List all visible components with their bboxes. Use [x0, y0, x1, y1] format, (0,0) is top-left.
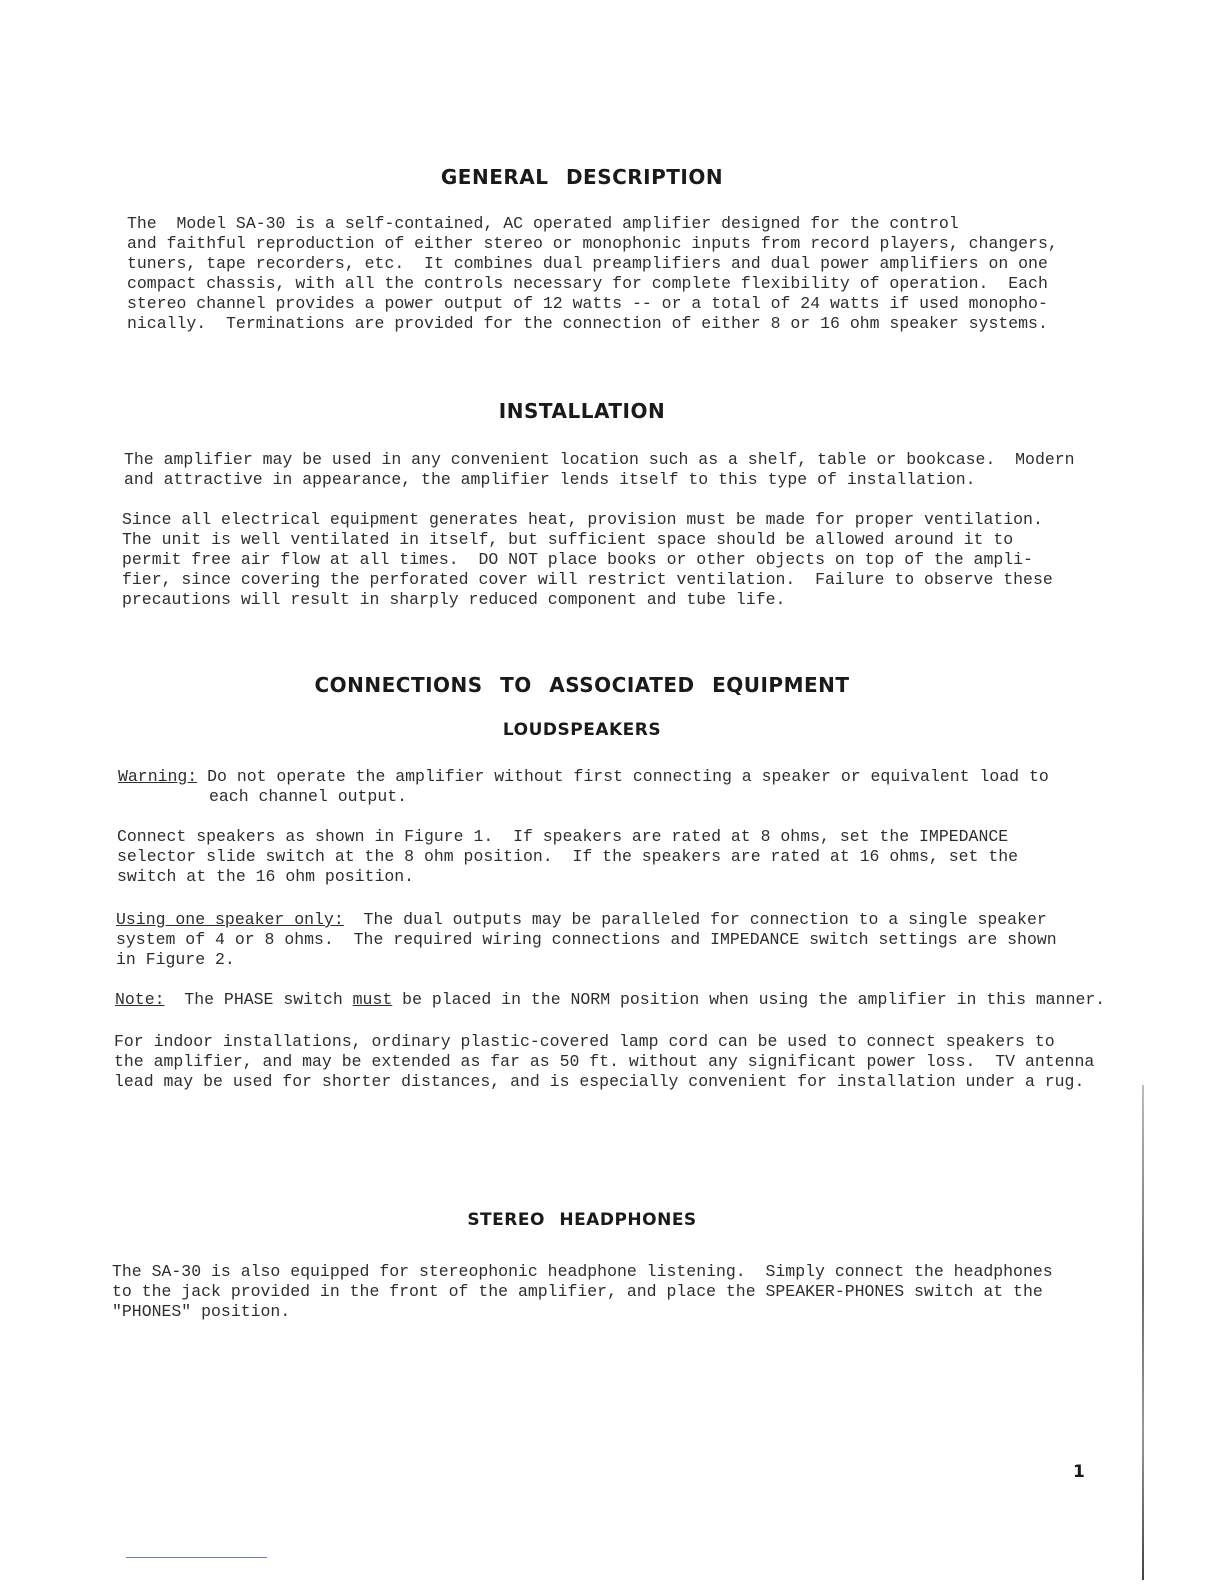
footer-rule [126, 1557, 267, 1558]
text-line: and faithful reproduction of either stereo or monophonic inputs from record players, changers, [127, 234, 1058, 253]
text-line: switch at the 16 ohm position. [117, 867, 415, 886]
heading-connections: CONNECTIONS TO ASSOCIATED EQUIPMENT [314, 673, 850, 697]
note-text-a: The PHASE switch [164, 990, 353, 1009]
paragraph-indoor-installations [114, 1032, 1094, 1092]
paragraph-warning [118, 767, 1049, 807]
warning-label: Warning: [118, 767, 198, 786]
text-line [115, 990, 1105, 1010]
text-line: selector slide switch at the 8 ohm position. If the speakers are rated at 16 ohms, set the [117, 847, 1019, 866]
text-line: system of 4 or 8 ohms. The required wiring connections and IMPEDANCE switch settings are shown [116, 930, 1057, 949]
paragraph-installation-location [124, 450, 1075, 490]
heading-installation: INSTALLATION [498, 399, 666, 423]
text-line: Since all electrical equipment generates heat, provision must be made for proper ventilation. [122, 510, 1043, 529]
text-line: The unit is well ventilated in itself, but sufficient space should be allowed around it to [122, 530, 1014, 549]
paragraph-headphones [112, 1262, 1053, 1322]
text-line: "PHONES" position. [112, 1302, 291, 1321]
text-line: The amplifier may be used in any convenient location such as a shelf, table or bookcase. Modern [124, 450, 1075, 469]
page-edge-shadow [1142, 1085, 1144, 1580]
text-line: tuners, tape recorders, etc. It combines dual preamplifiers and dual power amplifiers on one [127, 254, 1048, 273]
heading-general-description: GENERAL DESCRIPTION [440, 165, 724, 189]
heading-stereo-headphones: STEREO HEADPHONES [467, 1210, 697, 1230]
paragraph-general-description [127, 214, 1058, 334]
paragraph-note [115, 990, 1105, 1010]
text-line: The SA-30 is also equipped for stereophonic headphone listening. Simply connect the headphones [112, 1262, 1053, 1281]
text-line: in Figure 2. [116, 950, 235, 969]
text-line: Connect speakers as shown in Figure 1. If speakers are rated at 8 ohms, set the IMPEDANCE [117, 827, 1009, 846]
text-line: compact chassis, with all the controls necessary for complete flexibility of operation. Each [127, 274, 1048, 293]
text-line: and attractive in appearance, the amplifier lends itself to this type of installation. [124, 470, 976, 489]
text-line: the amplifier, and may be extended as far as 50 ft. without any significant power loss. TV antenna [114, 1052, 1095, 1071]
note-label: Note: [115, 990, 165, 1009]
paragraph-installation-ventilation [122, 510, 1053, 610]
paragraph-using-one-speaker [116, 910, 1057, 970]
text-line: permit free air flow at all times. DO NOT place books or other objects on top of the ampli- [122, 550, 1033, 569]
text-line: precautions will result in sharply reduced component and tube life. [122, 590, 786, 609]
text-line [116, 910, 1057, 930]
page-number: 1 [1073, 1462, 1085, 1482]
text-line: The Model SA-30 is a self-contained, AC operated amplifier designed for the control [127, 214, 959, 233]
text-line: lead may be used for shorter distances, and is especially convenient for installation under a rug. [114, 1072, 1085, 1091]
using-one-speaker-label: Using one speaker only: [116, 910, 344, 929]
text-line [118, 767, 1049, 787]
using-one-speaker-text: The dual outputs may be paralleled for connection to a single speaker [343, 910, 1047, 929]
note-emphasis-must: must [352, 990, 393, 1009]
text-line: each channel output. [209, 787, 408, 806]
warning-text: Do not operate the amplifier without first connecting a speaker or equivalent load to [197, 767, 1049, 786]
subheading-loudspeakers: LOUDSPEAKERS [502, 720, 662, 740]
paragraph-connect-speakers [117, 827, 1018, 887]
text-line: to the jack provided in the front of the amplifier, and place the SPEAKER-PHONES switch at the [112, 1282, 1043, 1301]
note-text-b: be placed in the NORM position when using the amplifier in this manner. [392, 990, 1106, 1009]
text-line: nically. Terminations are provided for the connection of either 8 or 16 ohm speaker systems. [127, 314, 1048, 333]
text-line: For indoor installations, ordinary plastic-covered lamp cord can be used to connect speakers to [114, 1032, 1055, 1051]
text-line: fier, since covering the perforated cover will restrict ventilation. Failure to observe these [122, 570, 1053, 589]
text-line: stereo channel provides a power output of 12 watts -- or a total of 24 watts if used monopho- [127, 294, 1048, 313]
